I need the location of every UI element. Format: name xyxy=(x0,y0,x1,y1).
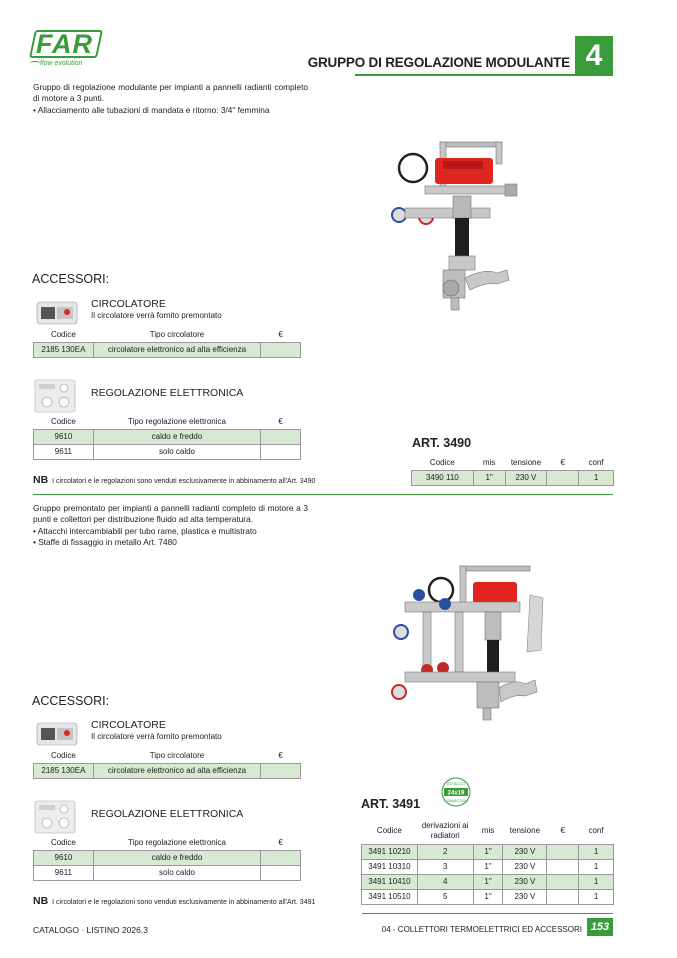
badge-top-text: ATTACCO xyxy=(446,781,466,786)
article-3490-title: ART. 3490 xyxy=(412,436,472,450)
section2-circolatore-title: CIRCOLATORE xyxy=(91,719,166,731)
col-header: € xyxy=(278,330,283,340)
table-row: 3490 110 1" 230 V 1 xyxy=(412,470,614,485)
col-header: tensione xyxy=(509,826,541,836)
nb-label: NB xyxy=(33,474,49,486)
section1-circolatore-title: CIRCOLATORE xyxy=(91,298,166,310)
col-header: Codice xyxy=(50,417,76,427)
table-row: 3491 10410 4 1" 230 V 1 xyxy=(362,874,614,889)
page-number: 153 xyxy=(587,918,613,936)
col-header: Tipo circolatore xyxy=(149,330,205,340)
page-title: GRUPPO DI REGOLAZIONE MODULANTE xyxy=(307,55,570,70)
col-header: Tipo regolazione elettronica xyxy=(127,838,226,848)
table-row: 2185 130EA circolatore elettronico ad alta efficienza xyxy=(34,342,301,357)
logo-tagline: flow evolution xyxy=(40,60,83,67)
section1-bullet: • Allacciamento alle tubazioni di mandata e ritorno: 3/4" femmina xyxy=(33,105,270,115)
section2-bullet: • Staffe di fissaggio in metallo Art. 7480 xyxy=(33,537,177,547)
col-header: derivazioni ai radiatori xyxy=(421,820,469,840)
col-header: mis xyxy=(482,458,496,468)
section1-regolazione-title: REGOLAZIONE ELETTRONICA xyxy=(91,387,244,399)
far-logo xyxy=(30,30,102,74)
section1-regolazione-table xyxy=(33,415,301,460)
col-header: Codice xyxy=(50,330,76,340)
section2-bullet: • Attacchi intercambiabili per tubo rame, plastica e multistrato xyxy=(33,526,257,536)
col-header: Codice xyxy=(376,826,402,836)
nb-text: I circolatori e le regolazioni sono venduti esclusivamente in abbinamento all'Art. 3491 xyxy=(52,899,316,906)
col-header: € xyxy=(278,838,283,848)
col-header: Codice xyxy=(429,458,455,468)
table-row: 9611 solo caldo xyxy=(34,865,301,880)
footer-section: 04 - COLLETTORI TERMOELETTRICI ED ACCESSORI xyxy=(381,925,582,934)
article-3491-table xyxy=(361,818,614,905)
nb-label: NB xyxy=(33,895,49,907)
section1-accessories-title: ACCESSORI: xyxy=(32,272,110,286)
section2-accessories-title: ACCESSORI: xyxy=(32,694,110,708)
col-header: tensione xyxy=(510,458,542,468)
logo-brand: FAR xyxy=(36,29,93,59)
circolatore-thumbnail xyxy=(33,719,81,749)
badge-bottom-text: CONNECTION xyxy=(444,799,468,803)
table-row: 9610 caldo e freddo xyxy=(34,850,301,865)
table-row: 2185 130EA circolatore elettronico ad alta efficienza xyxy=(34,763,301,778)
col-header: Tipo circolatore xyxy=(149,751,205,761)
chapter-number: 4 xyxy=(575,36,613,75)
connection-badge xyxy=(441,777,471,807)
section1-circolatore-desc: Il circolatore verrà fornito premontato xyxy=(91,311,222,320)
section2-description: Gruppo premontato per impianti a pannelli radianti completo di motore a 3 punti e collettori per distribuzione fluido ad alta temperatura. xyxy=(33,503,308,524)
col-header: conf xyxy=(588,458,604,468)
table-row: 3491 10210 2 1" 230 V 1 xyxy=(362,844,614,859)
header-divider xyxy=(355,74,613,76)
section2-nb-note xyxy=(33,895,315,907)
product-3490-image xyxy=(385,138,530,313)
section-divider xyxy=(33,494,613,495)
table-row: 9611 solo caldo xyxy=(34,444,301,459)
table-row: 3491 10510 5 1" 230 V 1 xyxy=(362,889,614,904)
badge-mid-text: 24x19 xyxy=(447,790,465,797)
col-header: Codice xyxy=(50,838,76,848)
col-header: € xyxy=(560,458,565,468)
col-header: mis xyxy=(481,826,495,836)
product-3491-image xyxy=(385,560,550,725)
section1-nb-note xyxy=(33,474,315,486)
section2-circolatore-desc: Il circolatore verrà fornito premontato xyxy=(91,732,222,741)
table-row: 3491 10310 3 1" 230 V 1 xyxy=(362,859,614,874)
section2-regolazione-table xyxy=(33,836,301,881)
section1-description: Gruppo di regolazione modulante per impianti a pannelli radianti completo di motore a 3 punti. xyxy=(33,82,308,103)
table-row: 9610 caldo e freddo xyxy=(34,429,301,444)
article-3491-title: ART. 3491 xyxy=(361,797,421,811)
regolazione-thumbnail xyxy=(33,799,77,835)
article-3490-table xyxy=(411,456,614,486)
col-header: Tipo regolazione elettronica xyxy=(127,417,226,427)
footer-catalog: CATALOGO · LISTINO 2026.3 xyxy=(33,925,148,935)
section1-circolatore-table xyxy=(33,328,301,358)
circolatore-thumbnail xyxy=(33,298,81,328)
section2-regolazione-title: REGOLAZIONE ELETTRONICA xyxy=(91,808,244,820)
col-header: € xyxy=(278,417,283,427)
col-header: € xyxy=(278,751,283,761)
col-header: € xyxy=(560,826,565,836)
nb-text: I circolatori e le regolazioni sono venduti esclusivamente in abbinamento all'Art. 3490 xyxy=(52,478,316,485)
section2-circolatore-table xyxy=(33,749,301,779)
regolazione-thumbnail xyxy=(33,378,77,414)
footer-divider xyxy=(362,913,613,914)
col-header: conf xyxy=(588,826,604,836)
col-header: Codice xyxy=(50,751,76,761)
